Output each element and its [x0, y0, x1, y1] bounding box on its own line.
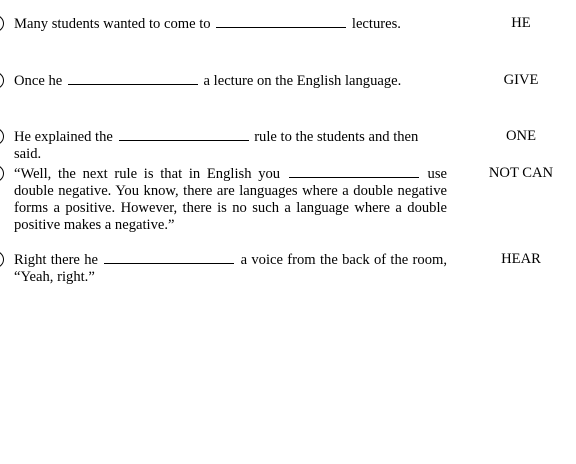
sentence-line-2: “Yeah, right.”	[14, 269, 95, 285]
item-sentence	[14, 165, 447, 234]
sentence-after: a lecture on the English language.	[203, 73, 402, 89]
answer-blank[interactable]	[119, 128, 249, 141]
sentence-line-4: positive makes a negative.”	[14, 217, 175, 233]
sentence-after: a voice from the back of the room,	[240, 252, 447, 268]
sentence-after: lectures.	[351, 16, 401, 32]
answer-blank[interactable]	[68, 72, 198, 85]
keyword: HE	[511, 15, 531, 31]
item-bullet	[0, 165, 4, 182]
sentence-after: rule to the students and then said.	[14, 129, 419, 162]
sentence-before: Many students wanted to come to	[14, 16, 211, 32]
answer-blank[interactable]	[289, 165, 419, 178]
sentence-line-1	[14, 165, 447, 183]
keyword: NOT CAN	[488, 165, 554, 181]
item-bullet	[0, 15, 4, 32]
answer-blank[interactable]	[216, 15, 346, 28]
keyword: ONE	[506, 128, 536, 144]
item-sentence	[14, 251, 447, 286]
item-bullet	[0, 251, 4, 268]
item-sentence	[14, 128, 447, 163]
sentence-line-1	[14, 251, 447, 269]
item-bullet	[0, 72, 4, 89]
sentence-before: Right there he	[14, 252, 98, 268]
sentence-line-2: double negative. You know, there are languages where a double negative	[14, 183, 447, 199]
keyword: GIVE	[503, 72, 539, 88]
sentence-before: “Well, the next rule is that in English you	[14, 166, 281, 182]
item-sentence	[14, 72, 447, 90]
sentence-after: use	[427, 166, 447, 182]
sentence-before: He explained the	[14, 129, 113, 145]
item-bullet	[0, 128, 4, 145]
item-sentence	[14, 15, 447, 33]
answer-blank[interactable]	[104, 251, 234, 264]
keyword: HEAR	[501, 251, 541, 267]
sentence-before: Once he	[14, 73, 63, 89]
sentence-line-3: forms a positive. However, there is no such a language where a double	[14, 200, 447, 216]
